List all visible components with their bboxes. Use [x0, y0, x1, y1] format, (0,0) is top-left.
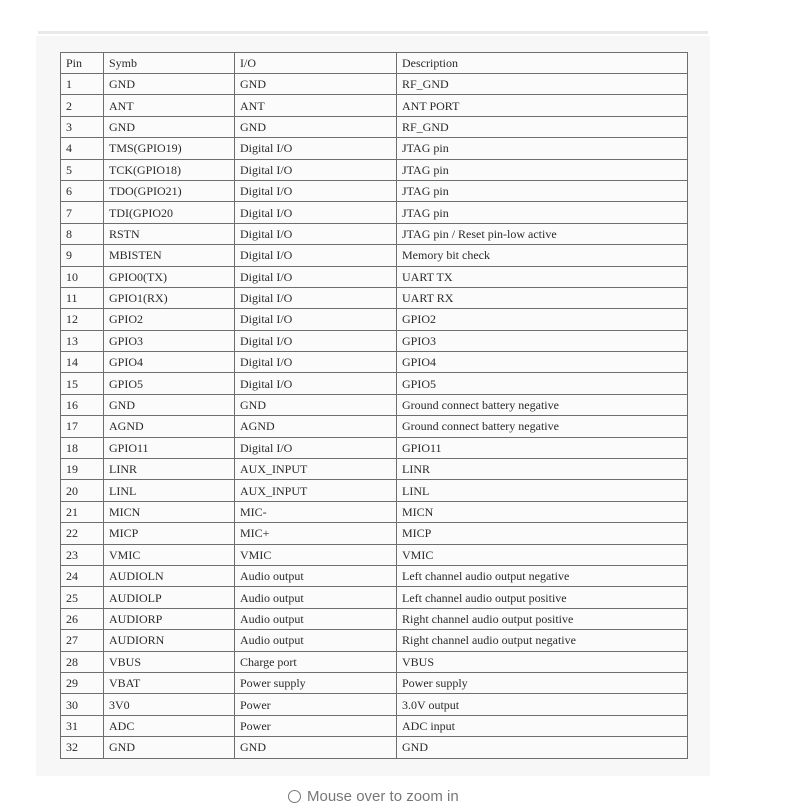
- cell-description: ADC input: [397, 715, 688, 736]
- cell-io: Power supply: [235, 672, 397, 693]
- cell-symb: TDO(GPIO21): [104, 180, 235, 201]
- cell-description: GPIO5: [397, 373, 688, 394]
- table-row: [61, 672, 688, 693]
- table-header-row: [61, 53, 688, 74]
- cell-pin: 15: [61, 373, 104, 394]
- cell-description: Left channel audio output negative: [397, 565, 688, 586]
- cell-symb: GPIO11: [104, 437, 235, 458]
- cell-pin: 16: [61, 394, 104, 415]
- cell-symb: MICN: [104, 501, 235, 522]
- cell-pin: 21: [61, 501, 104, 522]
- cell-io: Digital I/O: [235, 159, 397, 180]
- header-pin: Pin: [61, 53, 104, 74]
- table-row: [61, 480, 688, 501]
- cell-description: Right channel audio output positive: [397, 608, 688, 629]
- table-row: [61, 737, 688, 758]
- cell-io: MIC-: [235, 501, 397, 522]
- table-row: [61, 180, 688, 201]
- table-row: [61, 715, 688, 736]
- cell-pin: 4: [61, 138, 104, 159]
- cell-pin: 30: [61, 694, 104, 715]
- cell-description: MICP: [397, 523, 688, 544]
- table-body: [61, 74, 688, 759]
- cell-symb: GPIO5: [104, 373, 235, 394]
- cell-description: JTAG pin: [397, 202, 688, 223]
- cell-description: JTAG pin: [397, 180, 688, 201]
- cell-symb: TDI(GPIO20: [104, 202, 235, 223]
- cell-io: Digital I/O: [235, 138, 397, 159]
- cell-symb: GPIO3: [104, 330, 235, 351]
- cell-description: Memory bit check: [397, 245, 688, 266]
- cell-symb: GND: [104, 116, 235, 137]
- table-row: [61, 116, 688, 137]
- cell-description: VMIC: [397, 544, 688, 565]
- cell-symb: LINR: [104, 459, 235, 480]
- cell-pin: 7: [61, 202, 104, 223]
- cell-symb: TMS(GPIO19): [104, 138, 235, 159]
- cell-io: Audio output: [235, 630, 397, 651]
- cell-symb: TCK(GPIO18): [104, 159, 235, 180]
- cell-symb: GPIO0(TX): [104, 266, 235, 287]
- cell-io: Power: [235, 694, 397, 715]
- table-row: [61, 651, 688, 672]
- header-description: Description: [397, 53, 688, 74]
- cell-description: GPIO3: [397, 330, 688, 351]
- cell-symb: ANT: [104, 95, 235, 116]
- cell-pin: 22: [61, 523, 104, 544]
- cell-description: LINR: [397, 459, 688, 480]
- cell-io: Digital I/O: [235, 437, 397, 458]
- table-row: [61, 373, 688, 394]
- cell-pin: 29: [61, 672, 104, 693]
- table-row: [61, 245, 688, 266]
- cell-symb: AGND: [104, 416, 235, 437]
- cell-description: LINL: [397, 480, 688, 501]
- cell-pin: 18: [61, 437, 104, 458]
- table-row: [61, 565, 688, 586]
- table-row: [61, 608, 688, 629]
- table-row: [61, 544, 688, 565]
- cell-symb: MICP: [104, 523, 235, 544]
- table-row: [61, 416, 688, 437]
- cell-description: UART TX: [397, 266, 688, 287]
- table-row: [61, 159, 688, 180]
- cell-description: Right channel audio output negative: [397, 630, 688, 651]
- cell-description: Left channel audio output positive: [397, 587, 688, 608]
- cell-pin: 5: [61, 159, 104, 180]
- cell-pin: 9: [61, 245, 104, 266]
- cell-symb: VBAT: [104, 672, 235, 693]
- zoom-hint: [288, 788, 459, 805]
- top-divider: [38, 31, 708, 34]
- table-row: [61, 138, 688, 159]
- cell-pin: 13: [61, 330, 104, 351]
- table-row: [61, 630, 688, 651]
- cell-pin: 28: [61, 651, 104, 672]
- cell-description: MICN: [397, 501, 688, 522]
- cell-description: GPIO11: [397, 437, 688, 458]
- cell-io: VMIC: [235, 544, 397, 565]
- cell-description: Ground connect battery negative: [397, 394, 688, 415]
- cell-symb: AUDIORP: [104, 608, 235, 629]
- cell-pin: 6: [61, 180, 104, 201]
- cell-description: UART RX: [397, 287, 688, 308]
- cell-io: GND: [235, 116, 397, 137]
- cell-description: JTAG pin: [397, 159, 688, 180]
- cell-io: Digital I/O: [235, 373, 397, 394]
- cell-pin: 1: [61, 74, 104, 95]
- cell-symb: GPIO1(RX): [104, 287, 235, 308]
- cell-symb: AUDIORN: [104, 630, 235, 651]
- cell-io: Digital I/O: [235, 330, 397, 351]
- cell-io: Audio output: [235, 608, 397, 629]
- cell-io: Audio output: [235, 565, 397, 586]
- pin-table: [60, 52, 688, 759]
- cell-pin: 2: [61, 95, 104, 116]
- cell-description: ANT PORT: [397, 95, 688, 116]
- table-row: [61, 394, 688, 415]
- cell-pin: 25: [61, 587, 104, 608]
- cell-description: GND: [397, 737, 688, 758]
- table-row: [61, 74, 688, 95]
- cell-symb: ADC: [104, 715, 235, 736]
- cell-io: ANT: [235, 95, 397, 116]
- cell-io: MIC+: [235, 523, 397, 544]
- cell-description: GPIO2: [397, 309, 688, 330]
- table-row: [61, 694, 688, 715]
- cell-pin: 14: [61, 352, 104, 373]
- cell-pin: 3: [61, 116, 104, 137]
- cell-pin: 24: [61, 565, 104, 586]
- cell-description: JTAG pin / Reset pin-low active: [397, 223, 688, 244]
- cell-pin: 31: [61, 715, 104, 736]
- cell-io: Audio output: [235, 587, 397, 608]
- cell-symb: MBISTEN: [104, 245, 235, 266]
- cell-pin: 23: [61, 544, 104, 565]
- cell-description: 3.0V output: [397, 694, 688, 715]
- table-row: [61, 352, 688, 373]
- cell-pin: 17: [61, 416, 104, 437]
- cell-symb: GPIO2: [104, 309, 235, 330]
- cell-symb: GND: [104, 394, 235, 415]
- cell-io: GND: [235, 394, 397, 415]
- table-row: [61, 437, 688, 458]
- cell-symb: GND: [104, 737, 235, 758]
- cell-symb: VMIC: [104, 544, 235, 565]
- cell-symb: GPIO4: [104, 352, 235, 373]
- cell-pin: 26: [61, 608, 104, 629]
- cell-io: GND: [235, 74, 397, 95]
- table-row: [61, 587, 688, 608]
- cell-symb: 3V0: [104, 694, 235, 715]
- table-row: [61, 459, 688, 480]
- cell-pin: 19: [61, 459, 104, 480]
- cell-io: Power: [235, 715, 397, 736]
- cell-symb: AUDIOLN: [104, 565, 235, 586]
- table-row: [61, 523, 688, 544]
- header-symb: Symb: [104, 53, 235, 74]
- cell-pin: 11: [61, 287, 104, 308]
- cell-io: Digital I/O: [235, 223, 397, 244]
- zoom-icon: [288, 790, 301, 803]
- cell-symb: RSTN: [104, 223, 235, 244]
- cell-io: Charge port: [235, 651, 397, 672]
- cell-pin: 20: [61, 480, 104, 501]
- cell-io: Digital I/O: [235, 180, 397, 201]
- cell-io: AGND: [235, 416, 397, 437]
- table-row: [61, 266, 688, 287]
- table-row: [61, 95, 688, 116]
- cell-description: RF_GND: [397, 116, 688, 137]
- table-row: [61, 202, 688, 223]
- cell-pin: 32: [61, 737, 104, 758]
- cell-symb: GND: [104, 74, 235, 95]
- cell-pin: 12: [61, 309, 104, 330]
- cell-io: GND: [235, 737, 397, 758]
- cell-io: Digital I/O: [235, 352, 397, 373]
- cell-io: Digital I/O: [235, 245, 397, 266]
- cell-description: Ground connect battery negative: [397, 416, 688, 437]
- cell-pin: 27: [61, 630, 104, 651]
- cell-symb: AUDIOLP: [104, 587, 235, 608]
- cell-io: Digital I/O: [235, 202, 397, 223]
- cell-io: Digital I/O: [235, 266, 397, 287]
- table-row: [61, 330, 688, 351]
- cell-io: Digital I/O: [235, 287, 397, 308]
- header-io: I/O: [235, 53, 397, 74]
- cell-pin: 10: [61, 266, 104, 287]
- cell-symb: VBUS: [104, 651, 235, 672]
- cell-pin: 8: [61, 223, 104, 244]
- zoom-hint-text: Mouse over to zoom in: [307, 788, 459, 805]
- table-row: [61, 287, 688, 308]
- table-row: [61, 309, 688, 330]
- cell-description: Power supply: [397, 672, 688, 693]
- cell-io: AUX_INPUT: [235, 480, 397, 501]
- cell-io: AUX_INPUT: [235, 459, 397, 480]
- cell-description: JTAG pin: [397, 138, 688, 159]
- table-row: [61, 501, 688, 522]
- cell-description: GPIO4: [397, 352, 688, 373]
- cell-symb: LINL: [104, 480, 235, 501]
- table-row: [61, 223, 688, 244]
- cell-io: Digital I/O: [235, 309, 397, 330]
- cell-description: VBUS: [397, 651, 688, 672]
- cell-description: RF_GND: [397, 74, 688, 95]
